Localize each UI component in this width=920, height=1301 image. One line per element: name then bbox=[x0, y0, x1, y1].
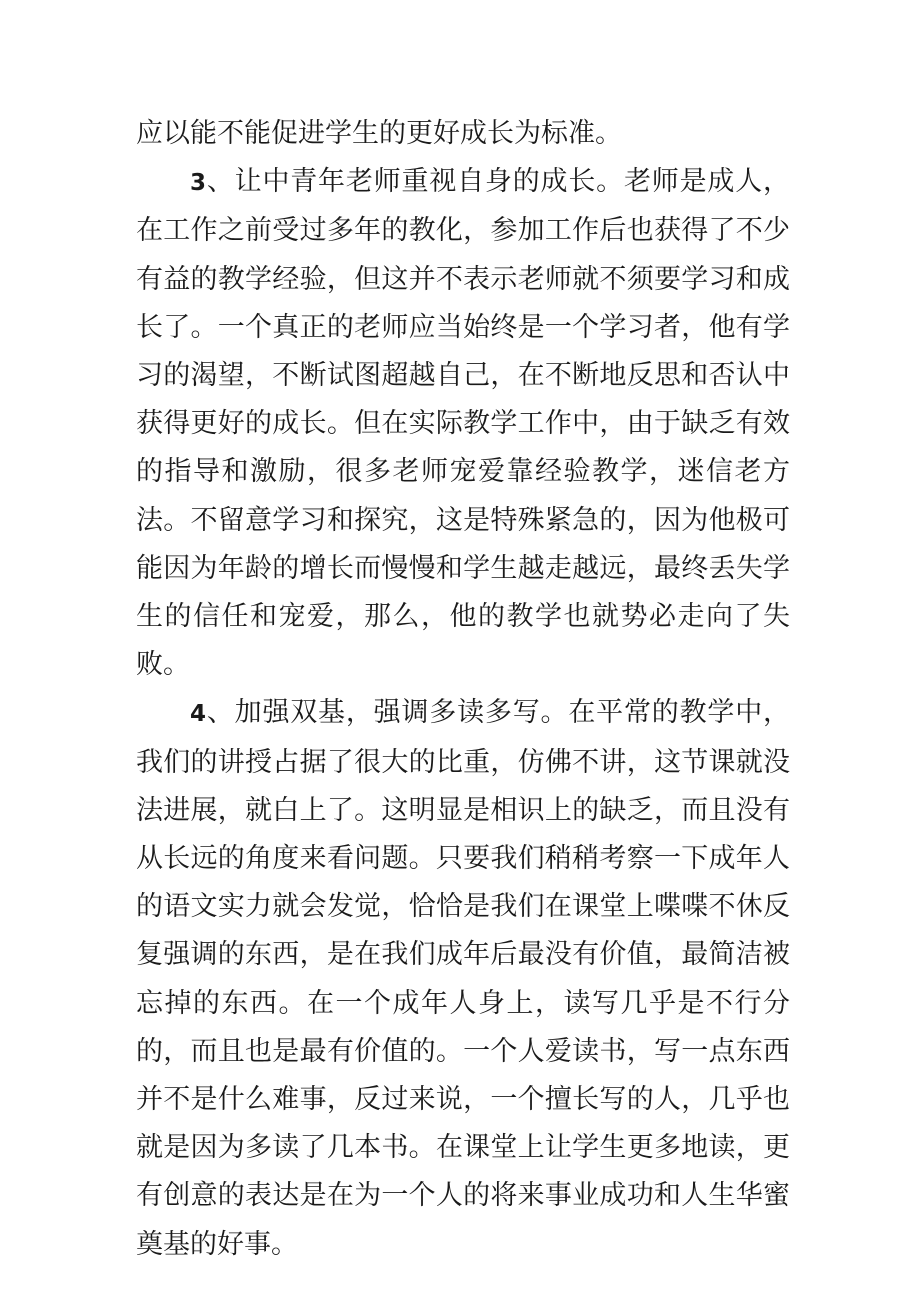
paragraph-item-3 bbox=[136, 158, 790, 689]
paragraph-continuation bbox=[136, 110, 790, 158]
paragraph-text: 应以能不能促进学生的更好成长为标准。 bbox=[136, 118, 622, 149]
document-body bbox=[136, 110, 790, 1269]
paragraph-text: 、加强双基，强调多读多写。在平常的教学中，我们的讲授占据了很大的比重，仿佛不讲，这节课就没法进展，就白上了。这明显是相识上的缺乏，而且没有从长远的角度来看问题。只要我们稍稍考察一下成年人的语文实力就会发觉，恰恰是我们在课堂上喋喋不休反复强调的东西，是在我们成年后最没有价值，最简洁被忘掉的东西。在一个成年人身上，读写几乎是不行分的，而且也是最有价值的。一个人爱读书，写一点东西并不是什么难事，反过来说，一个擅长写的人，几乎也就是因为多读了几本书。在课堂上让学生更多地读，更有创意的表达是在为一个人的将来事业成功和人生华蜜奠基的好事。 bbox=[136, 697, 790, 1260]
paragraph-text: 、让中青年老师重视自身的成长。老师是成人，在工作之前受过多年的教化，参加工作后也获得了不少有益的教学经验，但这并不表示老师就不须要学习和成长了。一个真正的老师应当始终是一个学习者，他有学习的渴望，不断试图超越自己，在不断地反思和否认中获得更好的成长。但在实际教学工作中，由于缺乏有效的指导和激励，很多老师宠爱靠经验教学，迷信老方法。不留意学习和探究，这是特殊紧急的，因为他极可能因为年龄的增长而慢慢和学生越走越远，最终丢失学生的信任和宠爱，那么，他的教学也就势必走向了失败。 bbox=[136, 166, 790, 681]
paragraph-number: 4 bbox=[190, 701, 207, 728]
paragraph-number: 3 bbox=[190, 170, 207, 197]
paragraph-item-4 bbox=[136, 689, 790, 1268]
